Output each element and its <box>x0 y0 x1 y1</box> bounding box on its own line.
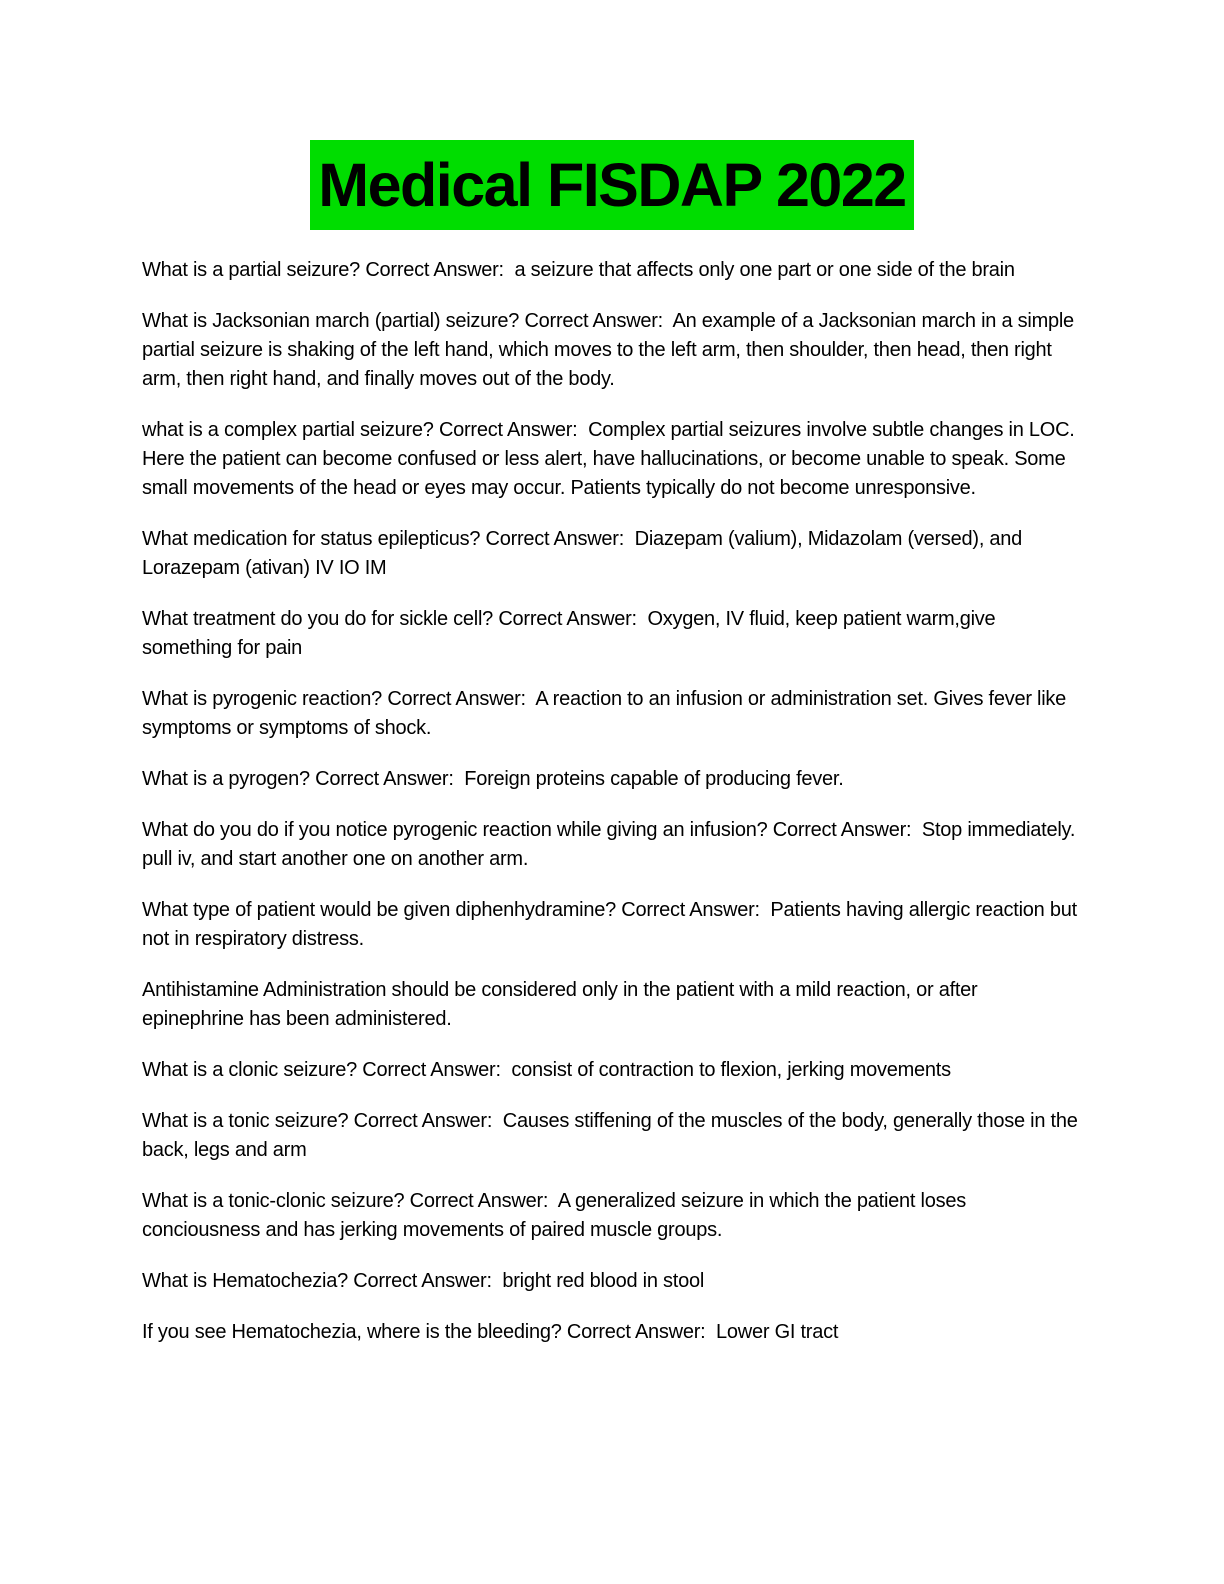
qa-paragraph-6: What is pyrogenic reaction? Correct Answer: A reaction to an infusion or administration set. Gives fever like symptoms or symptoms of shock. <box>142 688 1072 740</box>
qa-paragraph-12: What is a tonic seizure? Correct Answer: Causes stiffening of the muscles of the body, generally those in the back, legs and arm <box>142 1110 1083 1162</box>
qa-content <box>142 256 1082 1347</box>
qa-paragraph-2: What is Jacksonian march (partial) seizure? Correct Answer: An example of a Jacksonian march in a simple partial seizure is shaking of the left hand, which moves to the left arm, then shoulder, then head, then right arm, then right hand, and finally moves out of the body. <box>142 310 1080 391</box>
qa-paragraph-10: Antihistamine Administration should be considered only in the patient with a mild reaction, or after epinephrine has been administered. <box>142 979 983 1031</box>
qa-paragraph-13: What is a tonic-clonic seizure? Correct Answer: A generalized seizure in which the patient loses conciousness and has jerking movements of paired muscle groups. <box>142 1190 972 1242</box>
qa-paragraph-5: What treatment do you do for sickle cell? Correct Answer: Oxygen, IV fluid, keep patient warm,give something for pain <box>142 608 1001 660</box>
qa-paragraph-7: What is a pyrogen? Correct Answer: Foreign proteins capable of producing fever. <box>142 768 844 791</box>
qa-paragraph-8: What do you do if you notice pyrogenic reaction while giving an infusion? Correct Answer: Stop immediately. pull iv, and start another one on another arm. <box>142 819 1081 871</box>
qa-paragraph-1: What is a partial seizure? Correct Answer: a seizure that affects only one part or one side of the brain <box>142 259 1015 282</box>
title-highlight: Medical FISDAP 2022 <box>310 140 913 230</box>
qa-paragraph-14: What is Hematochezia? Correct Answer: bright red blood in stool <box>142 1270 705 1293</box>
qa-paragraph-15: If you see Hematochezia, where is the bleeding? Correct Answer: Lower GI tract <box>142 1321 839 1344</box>
qa-paragraph-11: What is a clonic seizure? Correct Answer: consist of contraction to flexion, jerking movements <box>142 1059 951 1082</box>
title-row <box>142 140 1082 230</box>
qa-paragraph-4: What medication for status epilepticus? Correct Answer: Diazepam (valium), Midazolam (versed), and Lorazepam (ativan) IV IO IM <box>142 528 1028 580</box>
qa-paragraph-3: what is a complex partial seizure? Correct Answer: Complex partial seizures involve subtle changes in LOC. Here the patient can become confused or less alert, have hallucinations, or become unable to speak. Some small movements of the head or eyes may occur. Patients typically do not become unresponsive. <box>142 419 1080 500</box>
qa-paragraph-9: What type of patient would be given diphenhydramine? Correct Answer: Patients having allergic reaction but not in respiratory distress. <box>142 899 1083 951</box>
